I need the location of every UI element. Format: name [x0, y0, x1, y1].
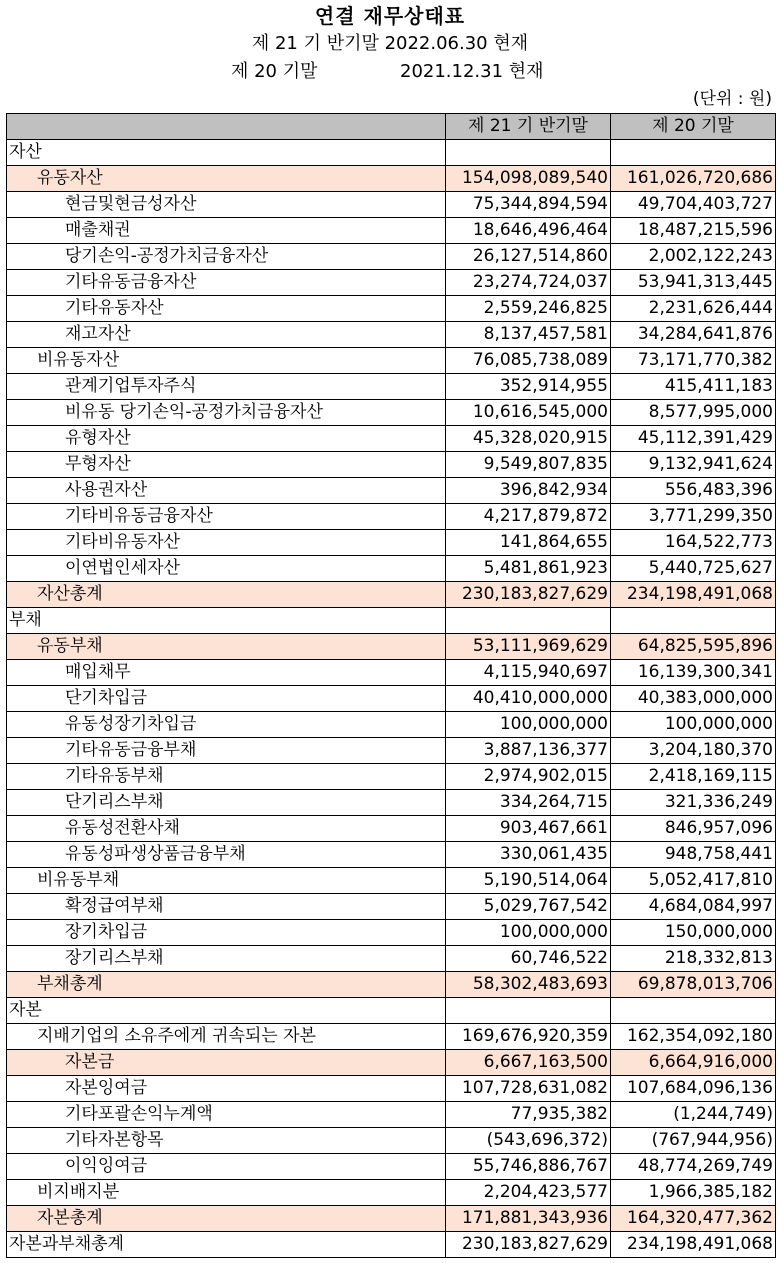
value-current-period: 75,344,894,594 — [446, 192, 611, 218]
value-current-period: 53,111,969,629 — [446, 634, 611, 660]
value-prior-period: 2,418,169,115 — [611, 764, 776, 790]
value-current-period: 230,183,827,629 — [446, 1232, 611, 1258]
table-row — [7, 686, 776, 712]
table-row — [7, 452, 776, 478]
value-prior-period: 5,440,725,627 — [611, 556, 776, 582]
table-row — [7, 842, 776, 868]
row-label: 매입채무 — [7, 660, 446, 686]
table-row — [7, 504, 776, 530]
value-prior-period: 45,112,391,429 — [611, 426, 776, 452]
value-current-period: 60,746,522 — [446, 946, 611, 972]
table-row — [7, 1102, 776, 1128]
table-row — [7, 920, 776, 946]
value-current-period: 58,302,483,693 — [446, 972, 611, 998]
row-label: 확정급여부채 — [7, 894, 446, 920]
value-current-period: (543,696,372) — [446, 1128, 611, 1154]
current-period: 제 21 기 반기말 2022.06.30 현재 — [251, 33, 529, 54]
value-prior-period: 3,204,180,370 — [611, 738, 776, 764]
table-row — [7, 790, 776, 816]
prior-period-label: 제 20 기말 — [231, 61, 318, 82]
row-label: 기타자본항목 — [7, 1128, 446, 1154]
row-label: 매출채권 — [7, 218, 446, 244]
table-row — [7, 868, 776, 894]
value-current-period: 6,667,163,500 — [446, 1050, 611, 1076]
value-current-period: 5,190,514,064 — [446, 868, 611, 894]
value-current-period: 2,974,902,015 — [446, 764, 611, 790]
table-row — [7, 946, 776, 972]
value-current-period: 3,887,136,377 — [446, 738, 611, 764]
row-label: 자본잉여금 — [7, 1076, 446, 1102]
value-current-period: 8,137,457,581 — [446, 322, 611, 348]
value-current-period: 171,881,343,936 — [446, 1206, 611, 1232]
value-current-period: 100,000,000 — [446, 920, 611, 946]
value-current-period: 10,616,545,000 — [446, 400, 611, 426]
value-prior-period: 40,383,000,000 — [611, 686, 776, 712]
table-row — [7, 426, 776, 452]
table-row — [7, 712, 776, 738]
row-label: 무형자산 — [7, 452, 446, 478]
table-row — [7, 634, 776, 660]
prior-period-date: 2021.12.31 현재 — [400, 61, 544, 82]
balance-sheet-table — [6, 113, 776, 1258]
value-prior-period: 234,198,491,068 — [611, 1232, 776, 1258]
table-row — [7, 218, 776, 244]
value-prior-period: 5,052,417,810 — [611, 868, 776, 894]
row-label: 부채 — [7, 608, 446, 634]
value-prior-period: 34,284,641,876 — [611, 322, 776, 348]
table-row — [7, 400, 776, 426]
value-current-period: 334,264,715 — [446, 790, 611, 816]
table-row — [7, 1154, 776, 1180]
row-label: 장기차입금 — [7, 920, 446, 946]
table-row — [7, 1128, 776, 1154]
prior-period — [0, 58, 780, 86]
row-label: 비유동자산 — [7, 348, 446, 374]
table-row — [7, 1180, 776, 1206]
table-row — [7, 998, 776, 1024]
table-row — [7, 764, 776, 790]
value-prior-period: 64,825,595,896 — [611, 634, 776, 660]
row-label: 비지배지분 — [7, 1180, 446, 1206]
row-label: 자산 — [7, 140, 446, 166]
value-current-period: 26,127,514,860 — [446, 244, 611, 270]
row-label: 현금및현금성자산 — [7, 192, 446, 218]
table-row — [7, 322, 776, 348]
value-prior-period: 53,941,313,445 — [611, 270, 776, 296]
table-row — [7, 660, 776, 686]
value-prior-period: 164,522,773 — [611, 530, 776, 556]
table-row — [7, 1232, 776, 1258]
value-current-period: 55,746,886,767 — [446, 1154, 611, 1180]
table-row — [7, 374, 776, 400]
value-prior-period: 9,132,941,624 — [611, 452, 776, 478]
table-row — [7, 1076, 776, 1102]
value-prior-period — [611, 998, 776, 1024]
row-label: 사용권자산 — [7, 478, 446, 504]
table-row — [7, 608, 776, 634]
table-row — [7, 1050, 776, 1076]
value-current-period — [446, 140, 611, 166]
value-prior-period: (767,944,956) — [611, 1128, 776, 1154]
value-current-period — [446, 998, 611, 1024]
row-label: 비유동부채 — [7, 868, 446, 894]
value-prior-period: 1,966,385,182 — [611, 1180, 776, 1206]
column-header-prior: 제 20 기말 — [611, 114, 776, 140]
value-current-period: 107,728,631,082 — [446, 1076, 611, 1102]
row-label: 관계기업투자주식 — [7, 374, 446, 400]
value-prior-period: 100,000,000 — [611, 712, 776, 738]
statement-header — [0, 0, 780, 86]
unit-label: (단위 : 원) — [692, 89, 772, 109]
row-label: 장기리스부채 — [7, 946, 446, 972]
table-row — [7, 556, 776, 582]
statement-title: 연결 재무상태표 — [314, 4, 466, 28]
value-current-period: 9,549,807,835 — [446, 452, 611, 478]
value-prior-period: 234,198,491,068 — [611, 582, 776, 608]
value-prior-period — [611, 608, 776, 634]
row-label: 자본과부채총계 — [7, 1232, 446, 1258]
row-label: 비유동 당기손익-공정가치금융자산 — [7, 400, 446, 426]
table-row — [7, 894, 776, 920]
value-prior-period: 948,758,441 — [611, 842, 776, 868]
row-label: 자본총계 — [7, 1206, 446, 1232]
column-header-current: 제 21 기 반기말 — [446, 114, 611, 140]
value-prior-period: 164,320,477,362 — [611, 1206, 776, 1232]
value-prior-period: 3,771,299,350 — [611, 504, 776, 530]
row-label: 자본 — [7, 998, 446, 1024]
value-prior-period: 49,704,403,727 — [611, 192, 776, 218]
table-row — [7, 478, 776, 504]
table-row — [7, 1206, 776, 1232]
column-header-item — [7, 114, 446, 140]
row-label: 유형자산 — [7, 426, 446, 452]
value-current-period: 18,646,496,464 — [446, 218, 611, 244]
value-prior-period: 162,354,092,180 — [611, 1024, 776, 1050]
value-prior-period: 150,000,000 — [611, 920, 776, 946]
value-current-period: 352,914,955 — [446, 374, 611, 400]
table-row — [7, 270, 776, 296]
value-current-period: 230,183,827,629 — [446, 582, 611, 608]
value-current-period: 4,115,940,697 — [446, 660, 611, 686]
row-label: 기타비유동자산 — [7, 530, 446, 556]
value-prior-period: 218,332,813 — [611, 946, 776, 972]
row-label: 기타포괄손익누계액 — [7, 1102, 446, 1128]
value-prior-period: 4,684,084,997 — [611, 894, 776, 920]
value-prior-period: 2,231,626,444 — [611, 296, 776, 322]
row-label: 유동성전환사채 — [7, 816, 446, 842]
row-label: 자산총계 — [7, 582, 446, 608]
row-label: 단기차입금 — [7, 686, 446, 712]
table-row — [7, 296, 776, 322]
value-prior-period: 18,487,215,596 — [611, 218, 776, 244]
value-current-period: 169,676,920,359 — [446, 1024, 611, 1050]
table-row — [7, 348, 776, 374]
row-label: 부채총계 — [7, 972, 446, 998]
value-current-period: 5,029,767,542 — [446, 894, 611, 920]
table-row — [7, 972, 776, 998]
value-prior-period: 2,002,122,243 — [611, 244, 776, 270]
row-label: 단기리스부채 — [7, 790, 446, 816]
value-current-period: 141,864,655 — [446, 530, 611, 556]
value-prior-period: 16,139,300,341 — [611, 660, 776, 686]
table-row — [7, 816, 776, 842]
table-row — [7, 166, 776, 192]
value-current-period: 23,274,724,037 — [446, 270, 611, 296]
table-row — [7, 530, 776, 556]
value-prior-period: 73,171,770,382 — [611, 348, 776, 374]
value-current-period: 77,935,382 — [446, 1102, 611, 1128]
table-row — [7, 582, 776, 608]
value-prior-period — [611, 140, 776, 166]
table-body — [7, 140, 776, 1258]
row-label: 자본금 — [7, 1050, 446, 1076]
value-prior-period: 8,577,995,000 — [611, 400, 776, 426]
value-prior-period: 6,664,916,000 — [611, 1050, 776, 1076]
value-current-period: 76,085,738,089 — [446, 348, 611, 374]
value-current-period: 45,328,020,915 — [446, 426, 611, 452]
row-label: 유동자산 — [7, 166, 446, 192]
row-label: 기타유동금융부채 — [7, 738, 446, 764]
value-prior-period: 48,774,269,749 — [611, 1154, 776, 1180]
value-prior-period: 107,684,096,136 — [611, 1076, 776, 1102]
row-label: 기타유동금융자산 — [7, 270, 446, 296]
row-label: 유동부채 — [7, 634, 446, 660]
value-prior-period: 415,411,183 — [611, 374, 776, 400]
row-label: 기타유동자산 — [7, 296, 446, 322]
row-label: 이익잉여금 — [7, 1154, 446, 1180]
row-label: 기타비유동금융자산 — [7, 504, 446, 530]
table-row — [7, 192, 776, 218]
row-label: 이연법인세자산 — [7, 556, 446, 582]
value-current-period: 330,061,435 — [446, 842, 611, 868]
table-row — [7, 140, 776, 166]
table-row — [7, 244, 776, 270]
value-current-period: 2,204,423,577 — [446, 1180, 611, 1206]
value-current-period: 2,559,246,825 — [446, 296, 611, 322]
value-current-period: 4,217,879,872 — [446, 504, 611, 530]
row-label: 유동성장기차입금 — [7, 712, 446, 738]
value-prior-period: 69,878,013,706 — [611, 972, 776, 998]
value-current-period: 5,481,861,923 — [446, 556, 611, 582]
value-current-period — [446, 608, 611, 634]
value-prior-period: (1,244,749) — [611, 1102, 776, 1128]
row-label: 지배기업의 소유주에게 귀속되는 자본 — [7, 1024, 446, 1050]
value-prior-period: 846,957,096 — [611, 816, 776, 842]
value-current-period: 154,098,089,540 — [446, 166, 611, 192]
value-current-period: 100,000,000 — [446, 712, 611, 738]
table-row — [7, 738, 776, 764]
value-prior-period: 161,026,720,686 — [611, 166, 776, 192]
value-current-period: 40,410,000,000 — [446, 686, 611, 712]
row-label: 재고자산 — [7, 322, 446, 348]
row-label: 당기손익-공정가치금융자산 — [7, 244, 446, 270]
value-prior-period: 556,483,396 — [611, 478, 776, 504]
value-prior-period: 321,336,249 — [611, 790, 776, 816]
value-current-period: 396,842,934 — [446, 478, 611, 504]
row-label: 유동성파생상품금융부채 — [7, 842, 446, 868]
value-current-period: 903,467,661 — [446, 816, 611, 842]
table-row — [7, 1024, 776, 1050]
row-label: 기타유동부채 — [7, 764, 446, 790]
table-header-row — [7, 114, 776, 140]
